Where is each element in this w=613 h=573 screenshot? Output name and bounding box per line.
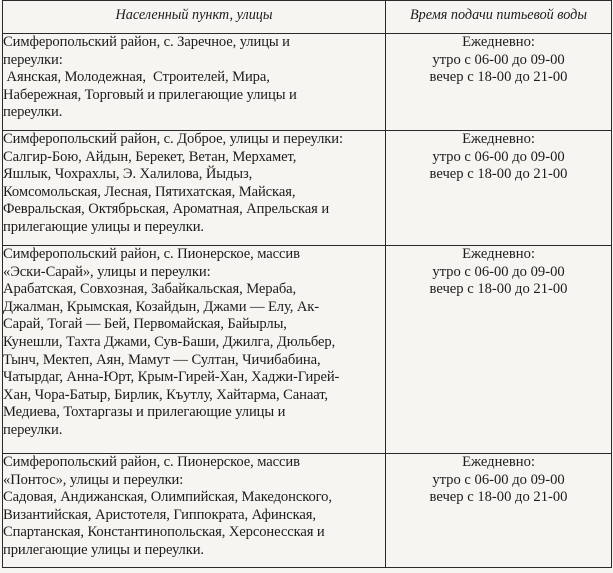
evening-time-text: вечер с 18-00 до 21-00 [429, 69, 568, 86]
settlement-cell [3, 131, 386, 246]
time-cell [386, 454, 612, 568]
table-row [3, 131, 612, 246]
header-settlement: Населенный пункт, улицы [3, 1, 386, 34]
settlement-line: Симферопольский район, с. Пионерское, массив [3, 454, 300, 470]
morning-time-text: утро с 06-00 до 09-00 [432, 471, 565, 488]
morning-time-text: утро с 06-00 до 09-00 [432, 148, 565, 165]
evening-time-text: вечер с 18-00 до 21-00 [429, 281, 568, 298]
settlement-line: «Эски-Сарай», улицы и переулки: [3, 263, 211, 280]
settlement-line: Хан, Чора-Батыр, Бирлик, Къутлу, Хайтарма, Санаат, [3, 386, 328, 403]
settlement-line: Яшлык, Чохрахлы, Э. Халилова, Йыдыз, [3, 166, 253, 183]
settlement-line: переулки: [3, 51, 63, 68]
frequency-text: Ежедневно: [462, 454, 535, 470]
settlement-line: Симферопольский район, с. Пионерское, массив [3, 246, 300, 262]
settlement-cell [3, 34, 386, 131]
settlement-line: Салгир-Бою, Айдын, Берекет, Ветан, Мерхамет, [3, 148, 297, 165]
settlement-line: переулки. [3, 421, 63, 438]
settlement-line: прилегающие улицы и переулки. [3, 541, 204, 558]
settlement-line: Византийская, Аристотеля, Гиппократа, Афинская, [3, 506, 316, 523]
table-row [3, 34, 612, 131]
settlement-line: Комсомольская, Лесная, Пятихатская, Майская, [3, 183, 296, 200]
settlement-line: Чатырдаг, Анна-Юрт, Крым-Гирей-Хан, Хаджи-Гирей- [3, 369, 340, 386]
settlement-line: Тынч, Мектеп, Аян, Мамут — Султан, Чичибабина, [3, 351, 321, 368]
settlement-line: Аянская, Молодежная, Строителей, Мира, [3, 69, 270, 86]
settlement-line: Джалман, Крымская, Козайдын, Джами — Елу, Ак- [3, 298, 320, 315]
time-cell [386, 34, 612, 131]
settlement-line: Садовая, Андижанская, Олимпийская, Македонского, [3, 489, 332, 506]
settlement-line: Медиева, Тохтаргазы и прилегающие улицы и [3, 404, 286, 421]
settlement-cell [3, 246, 386, 454]
settlement-line: прилегающие улицы и переулки. [3, 218, 204, 235]
morning-time-text: утро с 06-00 до 09-00 [432, 51, 565, 68]
settlement-line: Кунешли, Тахта Джами, Сув-Баши, Джилга, Дюльбер, [3, 333, 336, 350]
settlement-line: Сарай, Тогай — Бей, Первомайская, Байырлы, [3, 316, 287, 333]
settlement-line: Спартанская, Константинопольская, Херсонесская и [3, 524, 325, 541]
evening-time-text: вечер с 18-00 до 21-00 [429, 489, 568, 506]
frequency-text: Ежедневно: [462, 131, 535, 147]
settlement-line: Арабатская, Совхозная, Забайкальская, Мераба, [3, 281, 297, 298]
morning-time-text: утро с 06-00 до 09-00 [432, 263, 565, 280]
settlement-line: переулки. [3, 104, 63, 121]
evening-time-text: вечер с 18-00 до 21-00 [429, 166, 568, 183]
settlement-line: Симферопольский район, с. Доброе, улицы и переулки: [3, 131, 343, 147]
settlement-line: Набережная, Торговый и прилегающие улицы и [3, 86, 297, 103]
table-header-row [3, 1, 612, 34]
settlement-line: «Понтос», улицы и переулки: [3, 471, 184, 488]
settlement-cell [3, 454, 386, 568]
table-row [3, 454, 612, 568]
table-row [3, 246, 612, 454]
frequency-text: Ежедневно: [462, 246, 535, 262]
settlement-line: Симферопольский район, с. Заречное, улицы и [3, 34, 290, 50]
time-cell [386, 131, 612, 246]
time-cell [386, 246, 612, 454]
frequency-text: Ежедневно: [462, 34, 535, 50]
settlement-line: Февральская, Октябрьская, Ароматная, Апрельская и [3, 201, 330, 218]
water-schedule-table [2, 0, 612, 568]
header-water-time: Время подачи питьевой воды [386, 1, 612, 34]
